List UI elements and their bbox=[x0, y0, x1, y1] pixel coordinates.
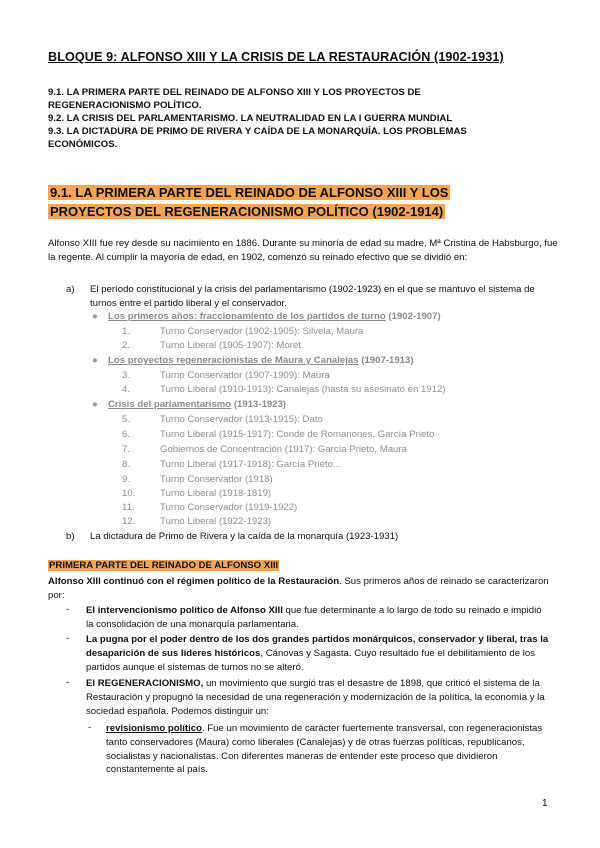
list-item: Turno Conservador (1918) bbox=[160, 474, 273, 485]
list-number: 2. bbox=[122, 340, 131, 351]
list-item bbox=[106, 722, 550, 777]
list-number: 6. bbox=[122, 429, 131, 440]
list-item-bold: La pugna por el poder dentro de los dos grandes partidos monárquicos, conservador y liberal, tras la desaparición de sus líderes históricos bbox=[86, 634, 549, 659]
table-of-contents bbox=[48, 86, 568, 151]
section-heading-line-2: PROYECTOS DEL REGENERACIONISMO POLÍTICO (1902-1914) bbox=[50, 204, 444, 219]
list-item: Turno Liberal (1922-1923) bbox=[160, 516, 272, 527]
toc-line: 9.1. LA PRIMERA PARTE DEL REINADO DE ALFONSO XIII Y LOS PROYECTOS DE bbox=[48, 87, 421, 98]
toc-line: 9.3. LA DICTADURA DE PRIMO DE RIVERA Y CAÍDA DE LA MONARQUÍA. LOS PROBLEMAS bbox=[48, 126, 467, 137]
list-item-rest: un movimiento que surgió tras el desastre de 1898, que criticó el sistema de la Restauración y propugnó la necesidad de una regeneración y modernización de la política, la economía y la sociedad española. Podemos distinguir un: bbox=[86, 678, 545, 717]
group-dates: (1913-1923) bbox=[233, 399, 287, 410]
bullet-icon: ● bbox=[92, 355, 98, 366]
list-item: Turno Liberal (1917-1918): García Prieto... bbox=[160, 459, 341, 470]
list-item: Turno Conservador (1919-1922) bbox=[160, 502, 298, 513]
list-item: Turno Conservador (1902-1905): Silvela, Maura bbox=[160, 326, 364, 337]
dash-marker: - bbox=[66, 633, 70, 644]
list-number: 9. bbox=[122, 474, 131, 485]
list-number: 4. bbox=[122, 384, 131, 395]
bullet-icon: ● bbox=[92, 399, 98, 410]
list-number: 8. bbox=[122, 459, 131, 470]
dash-marker: - bbox=[66, 677, 70, 688]
group-dates: (1907-1913) bbox=[361, 355, 414, 366]
list-item-bold: revisionismo político bbox=[106, 723, 202, 734]
paragraph-bold: Alfonso XIII continuó con el régimen político de la Restauración bbox=[48, 576, 340, 587]
group-title: Crisis del parlamentarismo bbox=[108, 399, 232, 410]
section-heading-line-1: 9.1. LA PRIMERA PARTE DEL REINADO DE ALFONSO XIII Y LOS bbox=[50, 185, 449, 200]
list-number: 3. bbox=[122, 370, 131, 381]
item-a-label: a) bbox=[66, 284, 75, 295]
list-number: 1. bbox=[122, 326, 131, 337]
list-number: 7. bbox=[122, 444, 131, 455]
list-item-rest: , Cánovas y Sagasta. Cuyo resultado fue el debilitamiento de los partidos aunque el sistemas de turnos no se alteró. bbox=[86, 647, 536, 673]
toc-line: REGENERACIONISMO POLÍTICO. bbox=[48, 100, 202, 111]
list-number: 11. bbox=[122, 502, 135, 513]
page-number: 1 bbox=[542, 798, 548, 809]
list-item bbox=[86, 677, 550, 718]
document-title: BLOQUE 9: ALFONSO XIII Y LA CRISIS DE LA RESTAURACIÓN (1902-1931) bbox=[48, 50, 504, 64]
dash-marker: - bbox=[88, 722, 92, 733]
bullet-icon: ● bbox=[92, 311, 98, 322]
item-b-text: La dictadura de Primo de Rivera y la caída de la monarquía (1923-1931) bbox=[90, 531, 399, 542]
item-b-label: b) bbox=[66, 531, 75, 542]
list-item-rest: . Fue un movimiento de carácter fuertemente transversal, con regeneracionistas tanto conservadores (Maura) como liberales (Canalejas) y de otras fuerzas políticas, republicanos, socialistas y nacionalistas. Con diferentes maneras de entender este proceso que dividieron constantemente al país. bbox=[106, 723, 543, 776]
toc-line: 9.2. LA CRISIS DEL PARLAMENTARISMO. LA NEUTRALIDAD EN LA I GUERRA MUNDIAL bbox=[48, 113, 453, 124]
paragraph-rest: . Sus primeros años de reinado se caracterizaron por: bbox=[48, 576, 549, 601]
group-title: Los proyectos regeneracionistas de Maura y Canalejas bbox=[108, 355, 359, 366]
list-item: Turno Conservador (1907-1909): Maura bbox=[160, 370, 330, 381]
list-item-bold: El REGENERACIONISMO, bbox=[86, 678, 204, 689]
dash-marker: - bbox=[66, 604, 70, 615]
group-heading bbox=[108, 311, 441, 322]
toc-line: ECONÓMICOS. bbox=[48, 139, 118, 150]
group-title: Los primeros años: fraccionamiento de los partidos de turno bbox=[108, 311, 386, 322]
list-item bbox=[86, 633, 550, 674]
list-item: Turno Liberal (1915-1917): Conde de Romanones, García Prieto bbox=[160, 429, 435, 440]
list-item: Turno Liberal (1905-1907): Moret bbox=[160, 340, 301, 351]
subheading bbox=[48, 560, 279, 571]
section-heading bbox=[48, 183, 568, 221]
list-item: Turno Liberal (1918-1819) bbox=[160, 488, 272, 499]
group-heading bbox=[108, 399, 286, 410]
list-item: Gobiernos de Concentración (1917): García Prieto, Maura bbox=[160, 444, 407, 455]
list-item-bold: El intervencionismo político de Alfonso XIII bbox=[86, 605, 283, 616]
intro-paragraph: Alfonso XIII fue rey desde su nacimiento en 1886. Durante su minoría de edad su madre, Mª Cristina de Habsburgo, fue la regente. Al cumplir la mayoría de edad, en 1902, comenzó su reinado efectivo que se dividió en: bbox=[48, 238, 558, 263]
list-item-rest: que fue determinante a lo largo de todo su reinado e impidió la consolidación de una monarquía parlamentaria. bbox=[86, 605, 542, 630]
list-number: 5. bbox=[122, 414, 131, 425]
list-item bbox=[86, 604, 550, 632]
group-dates: (1902-1907) bbox=[388, 311, 441, 322]
subheading-text: PRIMERA PARTE DEL REINADO DE ALFONSO XIII bbox=[49, 560, 279, 571]
group-heading bbox=[108, 355, 414, 366]
list-number: 10. bbox=[122, 488, 136, 499]
item-a-text: El período constitucional y la crisis del parlamentarismo (1902-1923) en el que se mantuvo el sistema de turnos entre el partido liberal y el conservador. bbox=[90, 284, 535, 309]
paragraph bbox=[48, 575, 560, 603]
list-item: Turno Liberal (1910-1913): Canalejas (hasta su asesinato en 1912) bbox=[160, 384, 446, 395]
list-item: Turno Conservador (1913-1915): Dato bbox=[160, 414, 323, 425]
list-number: 12. bbox=[122, 516, 136, 527]
